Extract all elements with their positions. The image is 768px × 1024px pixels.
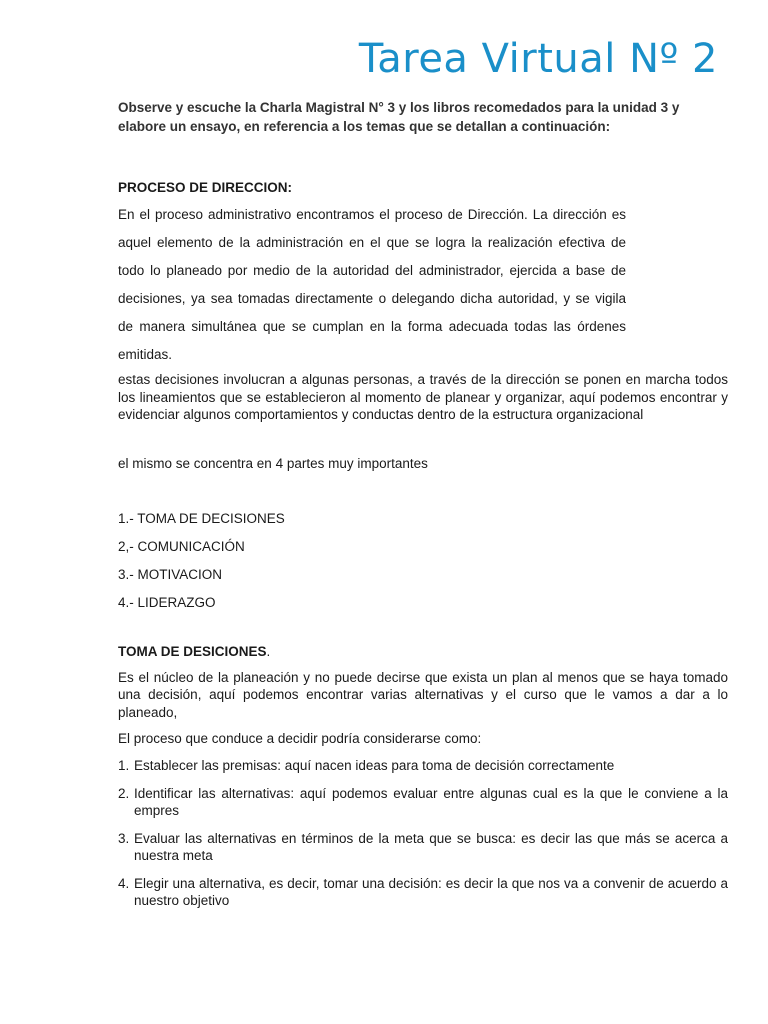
four-parts-list: [118, 505, 728, 617]
list-item: [118, 785, 728, 820]
list-item: [118, 875, 728, 910]
list-item: 4.- LIDERAZGO: [118, 594, 216, 610]
decision-steps-list: [118, 757, 728, 910]
decisiones-paragraph: estas decisiones involucran a algunas personas, a través de la dirección se ponen en marcha todos los lineamientos que se establecieron al momento de planear y organizar, aquí podemos encontrar y evidenciar algunos comportamientos y conductas dentro de la estructura organizacional: [118, 372, 728, 422]
list-item: 3.- MOTIVACION: [118, 566, 223, 582]
section-heading-proceso-direccion: PROCESO DE DIRECCION:: [118, 180, 293, 195]
list-item: [118, 830, 728, 865]
step-text: Identificar las alternativas: aquí podemos evaluar entre algunas cual es la que le conviene a la empres: [134, 785, 728, 818]
document-title: Tarea Virtual Nº 2: [358, 36, 718, 82]
section-heading-toma-desiciones: [118, 644, 728, 659]
step-number: 1.: [118, 758, 130, 773]
step-number: 2.: [118, 785, 130, 801]
step-text: Evaluar las alternativas en términos de la meta que se busca: es decir las que más se acerca a nuestra meta: [134, 830, 728, 863]
nucleo-paragraph: Es el núcleo de la planeación y no puede decirse que exista un plan al menos que se haya tomado una decisión, aquí podemos encontrar varias alternativas y el curso que le vamos a dar a lo planeado,: [118, 669, 728, 720]
list-item: [118, 757, 728, 775]
list-item: 2,- COMUNICACIÓN: [118, 538, 245, 554]
four-parts-intro: el mismo se concentra en 4 partes muy importantes: [118, 455, 428, 471]
step-text: Establecer las premisas: aquí nacen ideas para toma de decisión correctamente: [134, 758, 615, 773]
list-item: 1.- TOMA DE DECISIONES: [118, 510, 285, 526]
direccion-definition-paragraph: En el proceso administrativo encontramos el proceso de Dirección. La dirección es aquel elemento de la administración en el que se logra la realización efectiva de todo lo planeado por medio de la autoridad del administrador, ejercida a base de decisiones, ya sea tomadas directamente o delegando dicha autoridad, y se vigila de manera simultánea que se cumplan en la forma adecuada todas las órdenes emitidas.: [118, 207, 626, 362]
step-text: Elegir una alternativa, es decir, tomar una decisión: es decir la que nos va a convenir de acuerdo a nuestro objetivo: [134, 875, 728, 908]
step-number: 4.: [118, 875, 130, 891]
instructions-paragraph: Observe y escuche la Charla Magistral N° 3 y los libros recomedados para la unidad 3 y elabore un ensayo, en referencia a los temas que se detallan a continuación:: [118, 100, 680, 134]
proceso-intro: El proceso que conduce a decidir podría considerarse como:: [118, 731, 482, 746]
section-heading-text: TOMA DE DESICIONES: [118, 643, 267, 659]
document-body: [118, 98, 728, 910]
heading-period: .: [266, 643, 271, 659]
step-number: 3.: [118, 830, 130, 846]
